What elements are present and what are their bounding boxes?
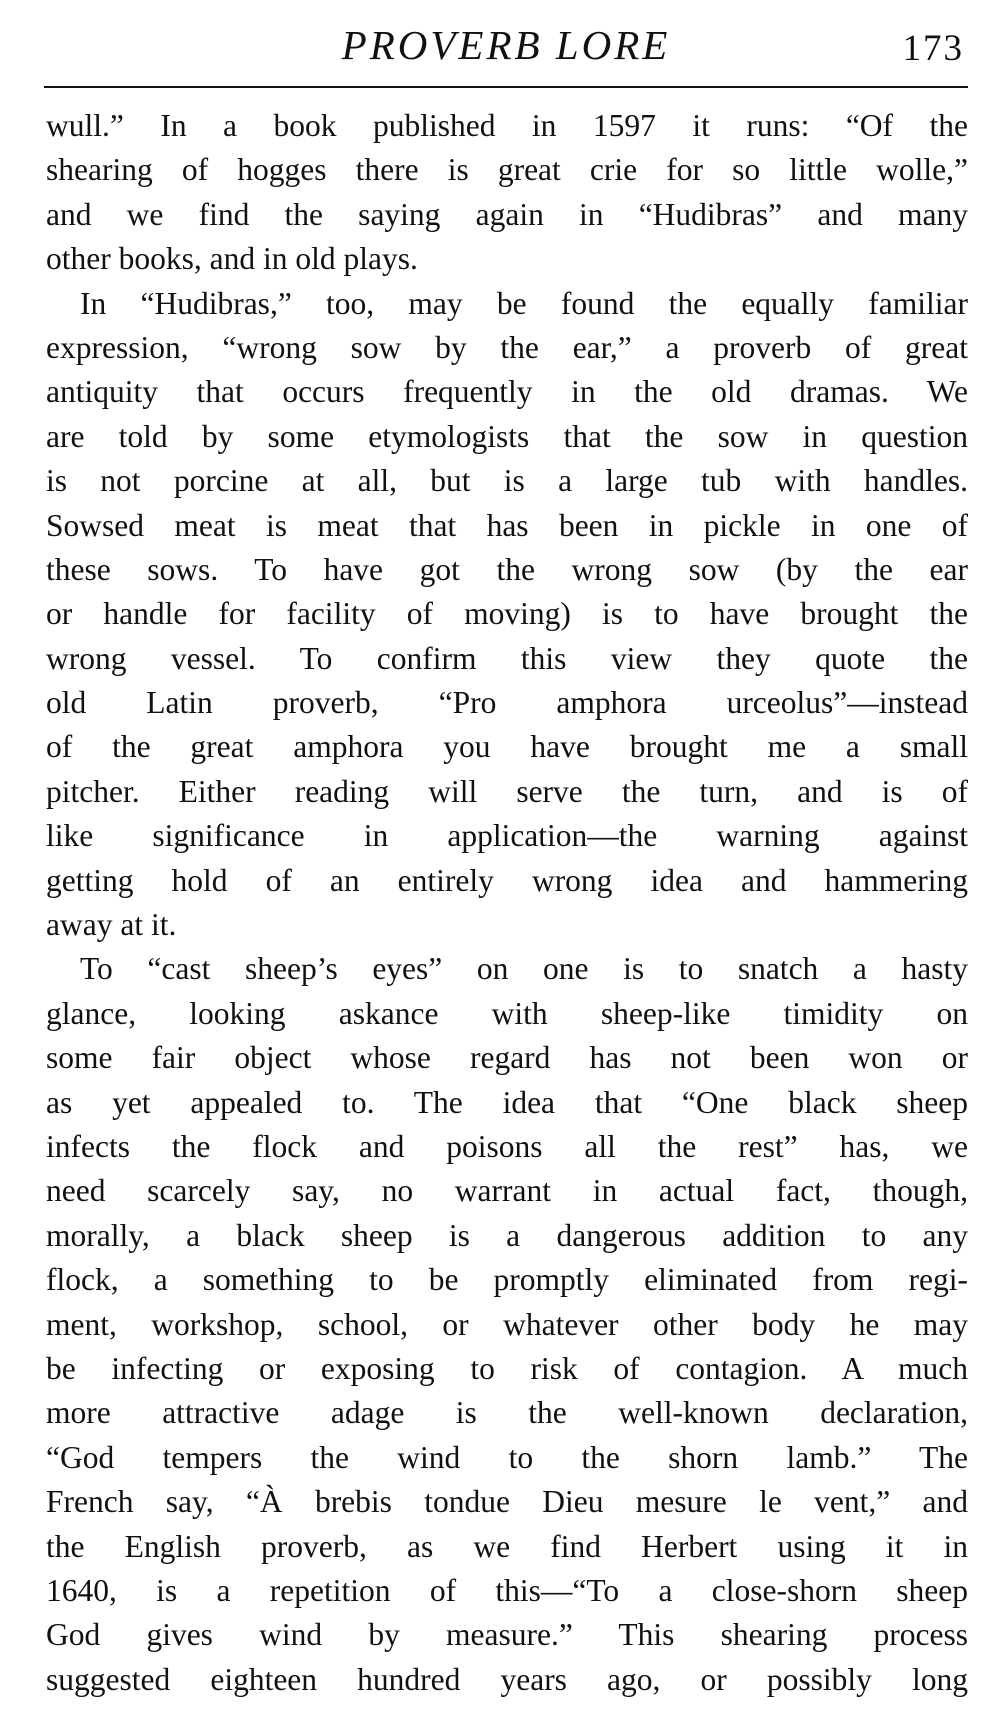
text-line: or handle for facility of moving) is to have brought the — [46, 596, 968, 632]
text-line: suggested eighteen hundred years ago, or possibly long — [46, 1661, 968, 1697]
text-line: wull.” In a book published in 1597 it runs: “Of the — [46, 108, 968, 143]
text-line: French say, “À brebis tondue Dieu mesure le vent,” and — [46, 1484, 968, 1520]
text-line: away at it. — [46, 907, 177, 943]
text-line: morally, a black sheep is a dangerous addition to any — [46, 1217, 968, 1253]
text-line: the English proverb, as we find Herbert using it in — [46, 1528, 968, 1564]
text-line: be infecting or exposing to risk of contagion. A much — [46, 1350, 968, 1386]
body-text — [46, 104, 968, 1702]
running-head: PROVERB LORE — [341, 22, 671, 68]
text-line: To “cast sheep’s eyes” on one is to snatch a hasty — [80, 951, 968, 987]
text-line: antiquity that occurs frequently in the old dramas. We — [46, 374, 968, 410]
text-line: infects the flock and poisons all the rest” has, we — [46, 1128, 968, 1164]
text-line: expression, “wrong sow by the ear,” a proverb of great — [46, 329, 968, 365]
text-line: “God tempers the wind to the shorn lamb.” The — [46, 1439, 968, 1475]
text-line: these sows. To have got the wrong sow (by the ear — [46, 551, 968, 587]
text-line: need scarcely say, no warrant in actual fact, though, — [46, 1173, 968, 1209]
text-line: are told by some etymologists that the sow in question — [46, 418, 968, 454]
text-line: more attractive adage is the well-known declaration, — [46, 1395, 968, 1431]
page-number: 173 — [902, 28, 964, 69]
text-line: of the great amphora you have brought me a small — [46, 729, 968, 765]
text-line: as yet appealed to. The idea that “One black sheep — [46, 1084, 968, 1120]
page-header — [44, 14, 968, 86]
text-line: ment, workshop, school, or whatever other body he may — [46, 1306, 968, 1342]
text-line: wrong vessel. To confirm this view they quote the — [46, 640, 968, 676]
text-line: old Latin proverb, “Pro amphora urceolus”—instead — [46, 685, 968, 721]
text-line: is not porcine at all, but is a large tub with handles. — [46, 463, 968, 499]
text-line: pitcher. Either reading will serve the turn, and is of — [46, 773, 968, 809]
text-line: getting hold of an entirely wrong idea and hammering — [46, 862, 968, 898]
text-line: glance, looking askance with sheep-like timidity on — [46, 995, 968, 1031]
header-rule — [44, 86, 968, 88]
text-line: like significance in application—the warning against — [46, 818, 968, 854]
text-line: Sowsed meat is meat that has been in pickle in one of — [46, 507, 968, 543]
text-line: In “Hudibras,” too, may be found the equally familiar — [80, 285, 968, 321]
text-line: and we find the saying again in “Hudibras” and many — [46, 196, 968, 232]
text-line: God gives wind by measure.” This shearing process — [46, 1617, 968, 1653]
text-line: flock, a something to be promptly eliminated from regi- — [46, 1262, 968, 1298]
text-line: other books, and in old plays. — [46, 241, 418, 277]
text-line: 1640, is a repetition of this—“To a close-shorn sheep — [46, 1572, 968, 1608]
text-line: some fair object whose regard has not been won or — [46, 1040, 968, 1076]
text-line: shearing of hogges there is great crie for so little wolle,” — [46, 152, 968, 188]
